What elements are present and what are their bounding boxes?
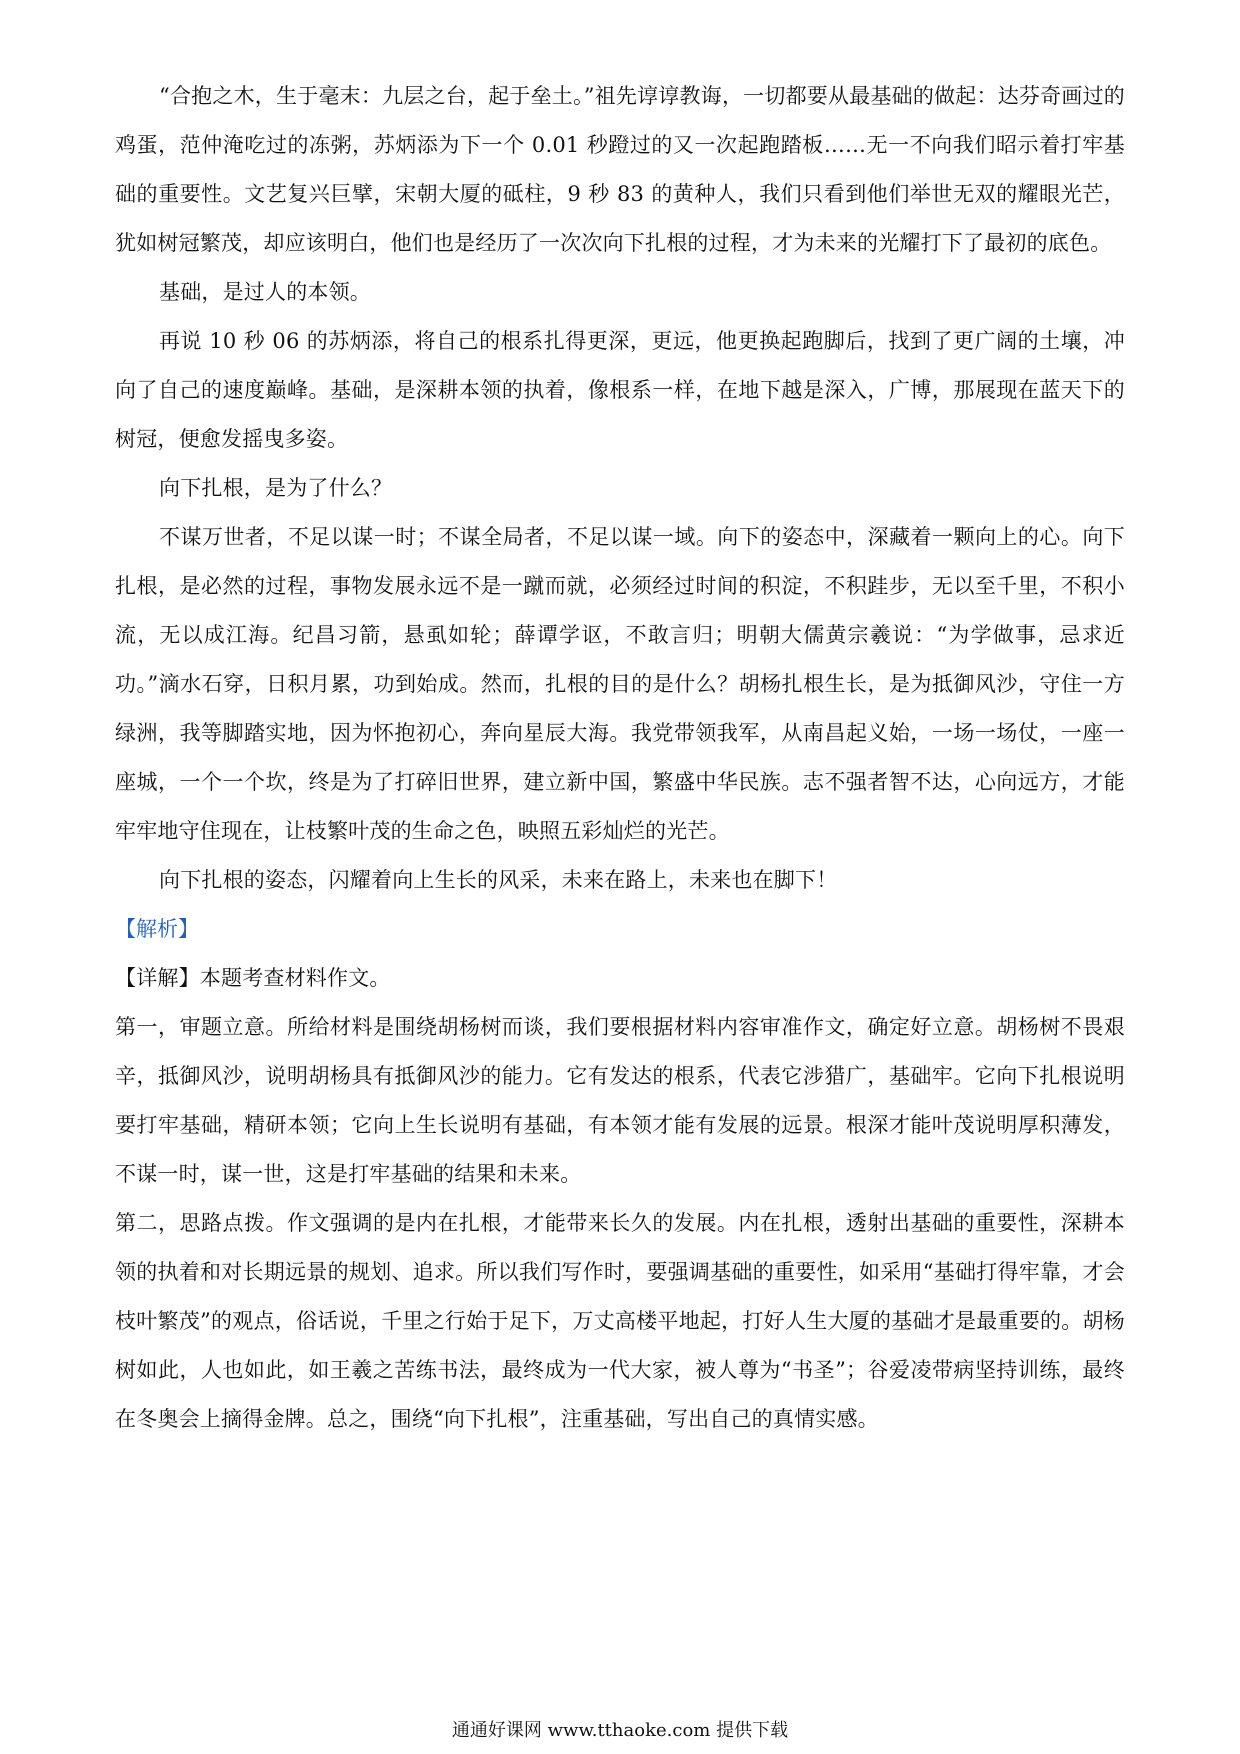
essay-paragraph-2: 基础，是过人的本领。	[159, 280, 371, 304]
page-content	[115, 72, 1125, 1444]
page-footer: 通通好课网 www.tthaoke.com 提供下载	[451, 1720, 789, 1741]
essay-paragraph-3: 再说 10 秒 06 的苏炳添，将自己的根系扎得更深，更远，他更换起跑脚后，找到了更广阔的土壤，冲向了自己的速度巅峰。基础，是深耕本领的执着，像根系一样，在地下越是深入，广博，那展现在蓝天下的树冠，便愈发摇曳多姿。	[115, 329, 1125, 451]
essay-paragraph-6: 向下扎根的姿态，闪耀着向上生长的风采，未来在路上，未来也在脚下！	[159, 868, 838, 892]
analysis-point-1: 第一，审题立意。所给材料是围绕胡杨树而谈，我们要根据材料内容审准作文，确定好立意。胡杨树不畏艰辛，抵御风沙，说明胡杨具有抵御风沙的能力。它有发达的根系，代表它涉猎广，基础牢。它向下扎根说明要打牢基础，精研本领；它向上生长说明有基础，有本领才能有发展的远景。根深才能叶茂说明厚积薄发，不谋一时，谋一世，这是打牢基础的结果和未来。	[115, 1015, 1125, 1186]
essay-paragraph-5: 不谋万世者，不足以谋一时；不谋全局者，不足以谋一域。向下的姿态中，深藏着一颗向上的心。向下扎根，是必然的过程，事物发展永远不是一蹴而就，必须经过时间的积淀，不积跬步，无以至千里，不积小流，无以成江海。纪昌习箭，悬虱如轮；薛谭学讴，不敢言归；明朝大儒黄宗羲说：“为学做事，忌求近功。”滴水石穿，日积月累，功到始成。然而，扎根的目的是什么？胡杨扎根生长，是为抵御风沙，守住一方绿洲，我等脚踏实地，因为怀抱初心，奔向星辰大海。我党带领我军，从南昌起义始，一场一场仗，一座一座城，一个一个坎，终是为了打碎旧世界，建立新中国，繁盛中华民族。志不强者智不达，心向远方，才能牢牢地守住现在，让枝繁叶茂的生命之色，映照五彩灿烂的光芒。	[115, 525, 1125, 843]
analysis-detail: 【详解】本题考查材料作文。	[115, 966, 391, 990]
analysis-point-2: 第二，思路点拨。作文强调的是内在扎根，才能带来长久的发展。内在扎根，透射出基础的重要性，深耕本领的执着和对长期远景的规划、追求。所以我们写作时，要强调基础的重要性，如采用“基础打得牢靠，才会枝叶繁茂”的观点，俗话说，千里之行始于足下，万丈高楼平地起，打好人生大厦的基础才是最重要的。胡杨树如此，人也如此，如王羲之苦练书法，最终成为一代大家，被人尊为“书圣”；谷爱凌带病坚持训练，最终在冬奥会上摘得金牌。总之，围绕“向下扎根”，注重基础，写出自己的真情实感。	[115, 1211, 1125, 1431]
essay-paragraph-1: “合抱之木，生于毫末：九层之台，起于垒土。”祖先谆谆教诲，一切都要从最基础的做起：达芬奇画过的鸡蛋，范仲淹吃过的冻粥，苏炳添为下一个 0.01 秒蹬过的又一次起跑踏板……无一不向我们昭示着打牢基础的重要性。文艺复兴巨擘，宋朝大厦的砥柱，9 秒 83 的黄种人，我们只看到他们举世无双的耀眼光芒，犹如树冠繁茂，却应该明白，他们也是经历了一次次向下扎根的过程，才为未来的光耀打下了最初的底色。	[115, 84, 1125, 255]
analysis-label: 【解析】	[115, 917, 199, 941]
essay-paragraph-4: 向下扎根，是为了什么？	[159, 476, 393, 500]
